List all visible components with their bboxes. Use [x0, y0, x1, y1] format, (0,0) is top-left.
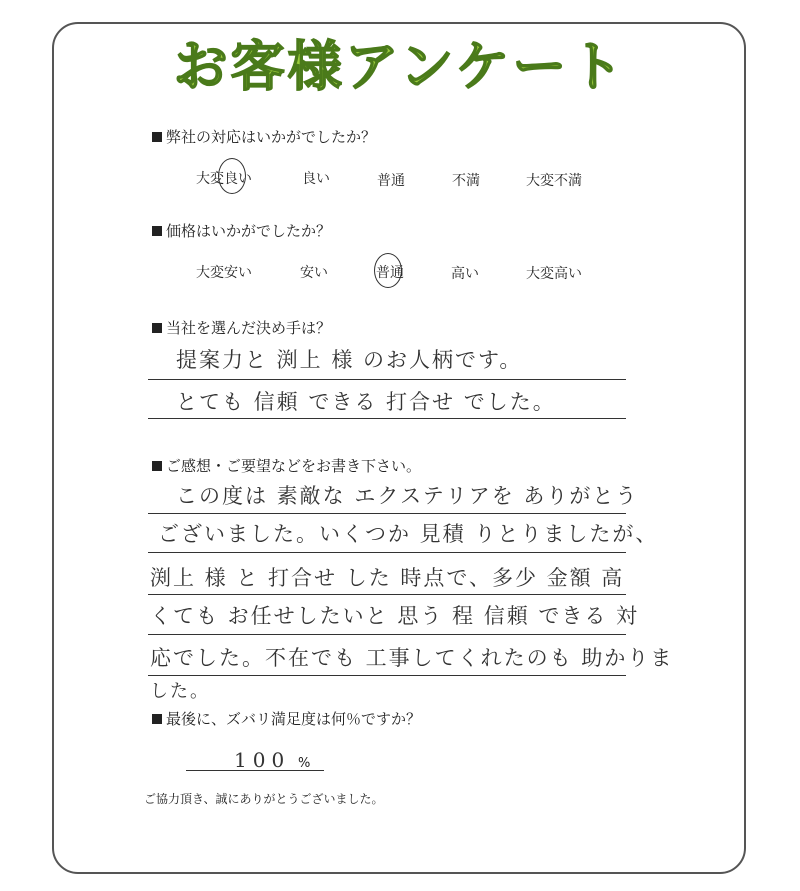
question-deciding-factor	[152, 317, 331, 338]
bullet-square-icon	[152, 714, 162, 724]
survey-sheet	[52, 22, 746, 874]
writing-line	[148, 634, 626, 635]
question-satisfaction	[152, 708, 421, 729]
option-price-normal[interactable]: 普通	[376, 265, 404, 281]
bullet-square-icon	[152, 323, 162, 333]
answer-line: くても お任せしたいと 思う 程 信頼 できる 対	[150, 604, 640, 628]
satisfaction-line	[186, 770, 324, 771]
writing-line	[148, 552, 626, 553]
answer-line: 応でした。不在でも 工事してくれたのも 助かりま	[150, 646, 674, 670]
bullet-square-icon	[152, 226, 162, 236]
answer-line: 渕上 様 と 打合せ した 時点で、多少 金額 高	[150, 566, 625, 590]
selected-circle-mark	[374, 253, 402, 288]
bullet-square-icon	[152, 132, 162, 142]
question-service-label: 弊社の対応はいかがでしたか？	[166, 128, 377, 146]
writing-line	[148, 675, 626, 676]
writing-line	[148, 594, 626, 595]
writing-line	[148, 513, 626, 514]
question-price-label: 価格はいかがでしたか？	[166, 222, 332, 240]
answer-line: ございました。いくつか 見積 りとりましたが、	[158, 522, 659, 546]
question-satisfaction-label: 最後に、ズバリ満足度は何％ですか？	[166, 710, 422, 728]
question-comments-label: ご感想・ご要望などをお書き下さい。	[166, 457, 422, 475]
bullet-square-icon	[152, 461, 162, 471]
option-service-normal[interactable]: 普通	[377, 173, 405, 189]
option-price-very-cheap[interactable]: 大変安い	[196, 265, 252, 281]
satisfaction-unit: %	[298, 756, 311, 771]
answer-line: した。	[150, 681, 210, 702]
question-comments	[152, 455, 421, 476]
selected-circle-mark	[218, 158, 246, 194]
option-price-very-expensive[interactable]: 大変高い	[526, 266, 582, 282]
writing-line	[148, 379, 626, 380]
option-price-expensive[interactable]: 高い	[451, 266, 479, 282]
option-service-very-unsatisfied[interactable]: 大変不満	[526, 173, 582, 189]
question-price	[152, 220, 331, 241]
option-price-cheap[interactable]: 安い	[300, 265, 328, 281]
survey-title: お客様アンケート	[173, 35, 627, 98]
satisfaction-value: 100	[234, 748, 291, 772]
question-service	[152, 126, 376, 147]
option-service-very-good[interactable]: 大変良い	[196, 171, 252, 187]
option-service-unsatisfied[interactable]: 不満	[452, 173, 480, 189]
question-deciding-factor-label: 当社を選んだ決め手は？	[166, 319, 332, 337]
answer-line: 提案力と 渕上 様 のお人柄です。	[176, 348, 523, 372]
thank-you-note: ご協力頂き、誠にありがとうございました。	[144, 792, 384, 806]
answer-line: とても 信頼 できる 打合せ でした。	[176, 390, 556, 414]
answer-line: この度は 素敵な エクステリアを ありがとう	[176, 484, 639, 508]
writing-line	[148, 418, 626, 419]
option-service-good[interactable]: 良い	[302, 171, 330, 187]
